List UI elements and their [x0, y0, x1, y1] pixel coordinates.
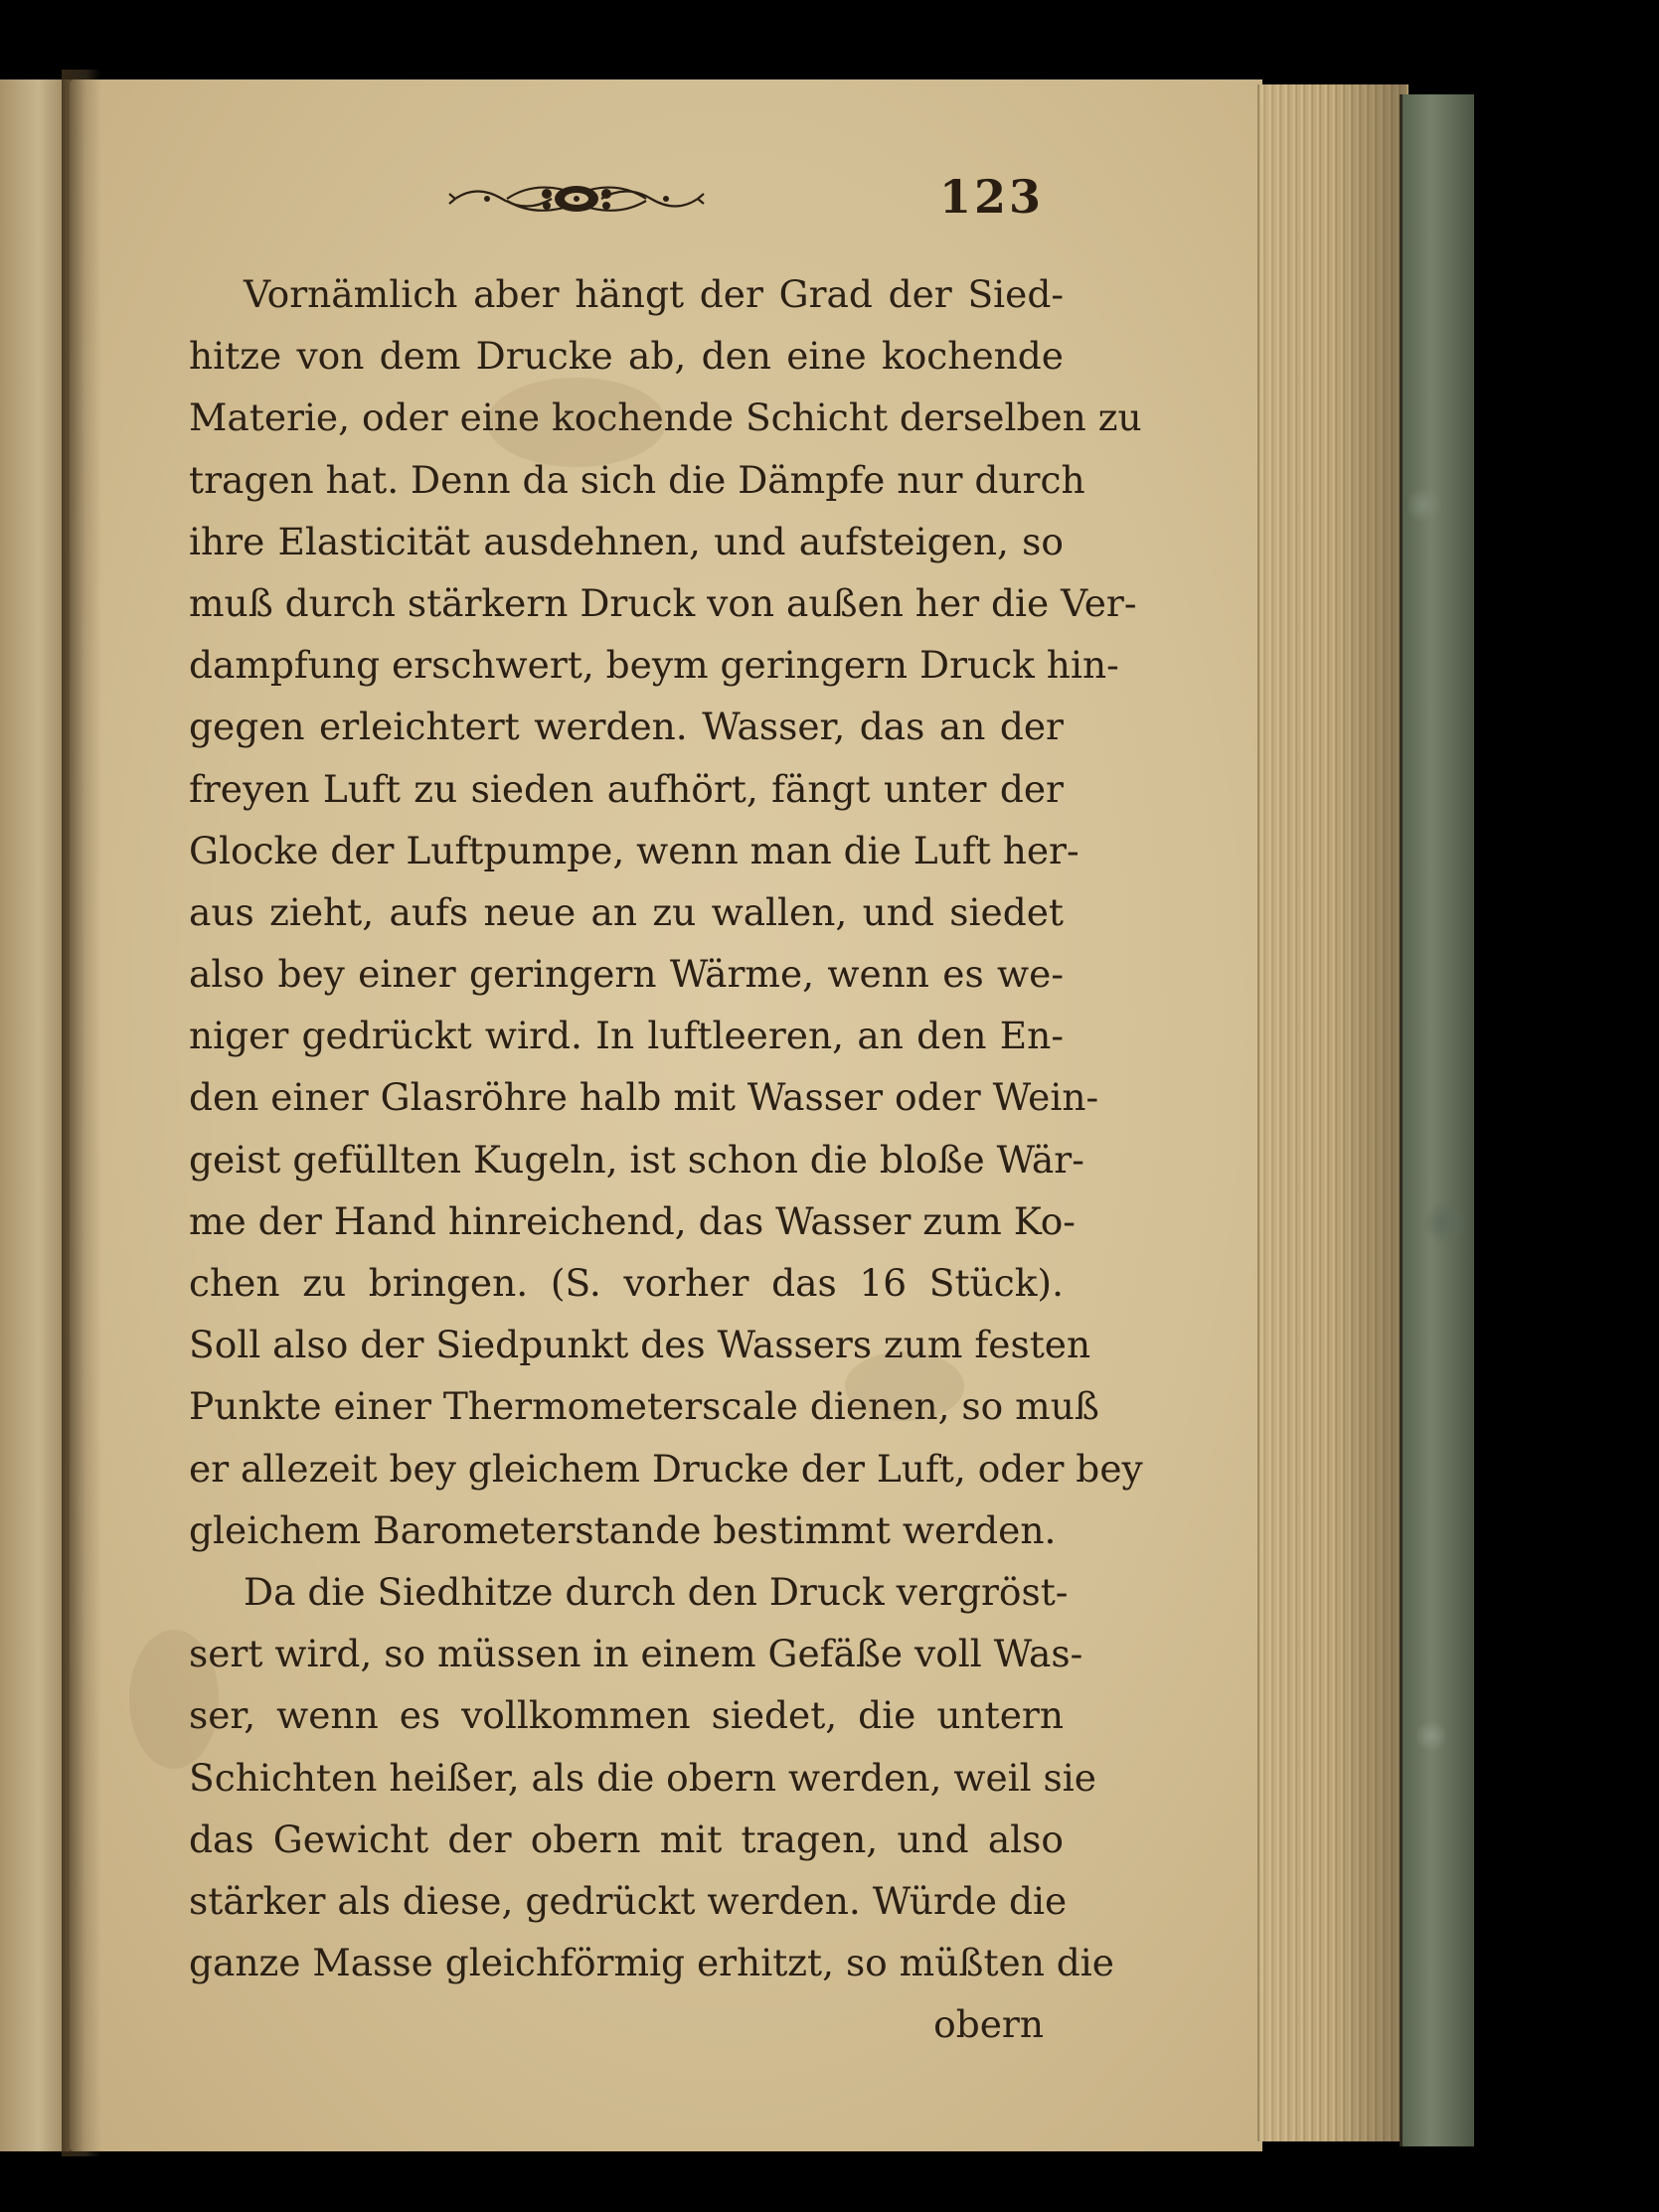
text-line: gleichem Barometerstande bestimmt werden.	[189, 1507, 1057, 1552]
text-line: Glocke der Luftpumpe, wenn man die Luft her-	[189, 828, 1079, 872]
text-line: me der Hand hinreichend, das Wasser zum Ko-	[189, 1198, 1076, 1243]
decorative-vignette-icon	[447, 174, 706, 224]
text-line: Vornämlich aber hängt der Grad der Sied-	[244, 272, 1064, 316]
text-line: Materie, oder eine kochende Schicht derselben zu	[189, 395, 1142, 440]
page-number: 123	[938, 170, 1044, 224]
text-line: aus zieht, aufs neue an zu wallen, und siedet	[189, 889, 1064, 934]
marbled-cover-board	[1400, 94, 1474, 2146]
text-line: muß durch stärkern Druck von außen her die Ver-	[189, 580, 1137, 625]
text-line: also bey einer geringern Wärme, wenn es we-	[189, 952, 1064, 997]
text-line: ihre Elasticität ausdehnen, und aufsteigen, so	[189, 519, 1064, 563]
text-line: freyen Luft zu sieden aufhört, fängt unter der	[189, 766, 1064, 811]
gutter-shadow	[62, 70, 101, 2156]
running-header	[189, 170, 1044, 234]
page-edges-shading	[1257, 84, 1407, 2141]
text-line: dampfung erschwert, beym geringern Druck hin-	[189, 643, 1119, 688]
text-line: Schichten heißer, als die obern werden, weil sie	[189, 1755, 1096, 1800]
text-line: stärker als diese, gedrückt werden. Würde die	[189, 1878, 1068, 1923]
text-line: das Gewicht der obern mit tragen, und also	[189, 1817, 1064, 1861]
text-line: tragen hat. Denn da sich die Dämpfe nur durch	[189, 457, 1085, 502]
text-line: Soll also der Siedpunkt des Wassers zum festen	[189, 1323, 1091, 1367]
text-line: hitze von dem Drucke ab, den eine kochende	[189, 334, 1064, 379]
text-line: niger gedrückt wird. In luftleeren, an den En-	[189, 1014, 1064, 1058]
text-line: sert wird, so müssen in einem Gefäße voll Was-	[189, 1632, 1083, 1676]
text-line: geist gefüllten Kugeln, ist schon die bloße Wär-	[189, 1137, 1084, 1182]
text-line: Punkte einer Thermometerscale dienen, so muß	[189, 1384, 1099, 1429]
text-line: den einer Glasröhre halb mit Wasser oder Wein-	[189, 1075, 1099, 1120]
body-text	[189, 263, 1143, 2055]
text-line: ser, wenn es vollkommen siedet, die untern	[189, 1693, 1064, 1738]
text-line: gegen erleichtert werden. Wasser, das an der	[189, 705, 1064, 749]
text-line: chen zu bringen. (S. vorher das 16 Stück).	[189, 1261, 1064, 1305]
text-line: Da die Siedhitze durch den Druck vergröst-	[244, 1569, 1069, 1614]
catchword: obern	[933, 2002, 1044, 2047]
text-line: er allezeit bey gleichem Drucke der Luft, oder bey	[189, 1446, 1143, 1491]
text-line: ganze Masse gleichförmig erhitzt, so müßten die	[189, 1941, 1114, 1985]
